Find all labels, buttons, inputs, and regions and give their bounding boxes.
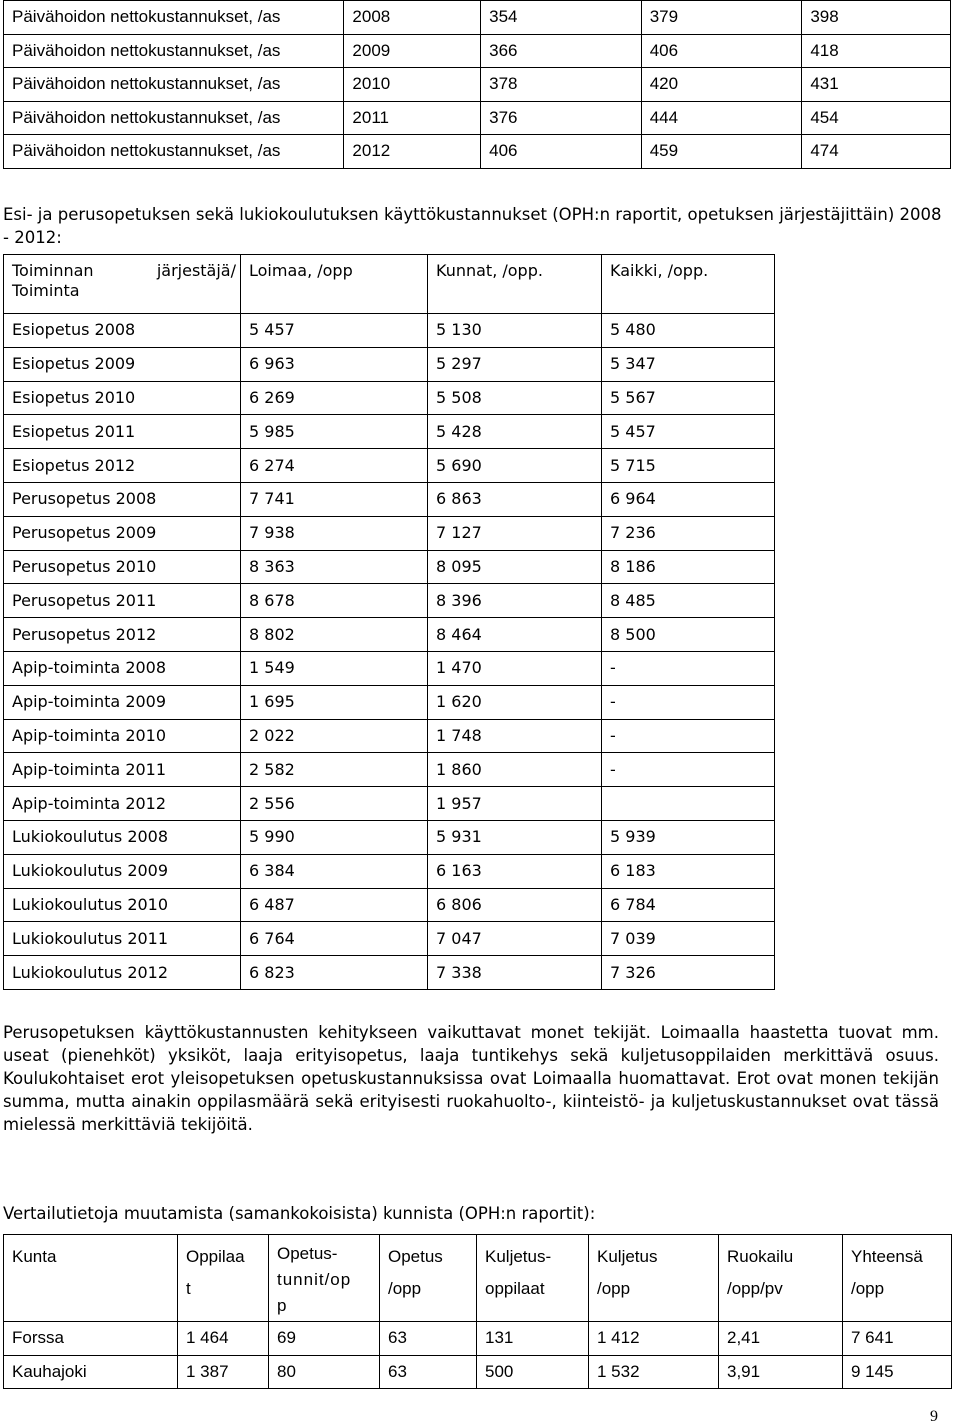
table-row [4,449,775,483]
header-label: tunnit/op [277,1270,352,1289]
table-cell: Päivähoidon nettokustannukset, /as [4,101,344,135]
table-cell: 7 338 [428,956,602,990]
table-cell: Perusopetus 2009 [4,516,241,550]
table-cell: 8 363 [241,550,428,584]
table-row [4,415,775,449]
table-cell: 2,41 [719,1322,843,1356]
table-cell: Apip-toiminta 2009 [4,685,241,719]
header-cell [843,1235,952,1322]
table-row [4,550,775,584]
table-cell: 6 784 [602,888,775,922]
header-label: /opp [597,1279,631,1298]
table-cell: 8 802 [241,618,428,652]
table-cell: 1 620 [428,685,602,719]
table-cell: 131 [477,1322,589,1356]
header-label: t [186,1279,191,1298]
header-label: /opp [851,1279,885,1298]
table-header-row [4,255,775,314]
table-cell: 8 500 [602,618,775,652]
table-cell: 366 [481,34,642,68]
table-cell: - [602,651,775,685]
table-cell: 5 990 [241,820,428,854]
table-cell: Lukiokoulutus 2009 [4,854,241,888]
table-cell: 5 715 [602,449,775,483]
table-cell: 5 457 [241,314,428,348]
table-cell: 5 508 [428,381,602,415]
table-cell: 7 641 [843,1322,952,1356]
table-cell: Lukiokoulutus 2008 [4,820,241,854]
table-cell: - [602,719,775,753]
table-cell: 63 [380,1355,477,1389]
table-cell: 2 556 [241,787,428,821]
page-number: 9 [930,1408,938,1425]
table-cell: 7 127 [428,516,602,550]
table-cell: 1 695 [241,685,428,719]
table-row [4,820,775,854]
table-cell: 6 964 [602,482,775,516]
table-cell: 1 748 [428,719,602,753]
compare-title: Vertailutietoja muutamista (samankokoisista) kunnista (OPH:n raportit): [3,1204,596,1223]
intro-text: Esi- ja perusopetuksen sekä lukiokoulutuksen käyttökustannukset (OPH:n raportit, opetuksen järjestäjittäin) 2008 - 2012: [3,205,942,247]
table-cell: 474 [802,135,951,169]
table-cell: 7 047 [428,922,602,956]
table-cell: Esiopetus 2008 [4,314,241,348]
table-cell: 9 145 [843,1355,952,1389]
table-cell: 2011 [344,101,481,135]
table-row [4,956,775,990]
table-cell: 406 [641,34,802,68]
table-cell: 1 387 [178,1355,269,1389]
header-label: /opp [388,1279,422,1298]
table-cell: 1 412 [589,1322,719,1356]
table-cell: 5 931 [428,820,602,854]
header-cell-kunnat: Kunnat, /opp. [428,255,602,314]
table-row [4,135,951,169]
table-cell: 1 464 [178,1322,269,1356]
header-label: Opetus [388,1247,443,1266]
table-cell: 5 297 [428,347,602,381]
table-cell: 69 [269,1322,380,1356]
header-cell-function [4,255,241,314]
table-cell: Kauhajoki [4,1355,178,1389]
table-cell: Lukiokoulutus 2012 [4,956,241,990]
table-cell: 80 [269,1355,380,1389]
table-cell: Esiopetus 2009 [4,347,241,381]
header-label: Yhteensä [851,1247,923,1266]
table-row [4,888,775,922]
table-cell: 2 582 [241,753,428,787]
table-cell: 1 532 [589,1355,719,1389]
table-cell: 8 678 [241,584,428,618]
table-cell: Lukiokoulutus 2011 [4,922,241,956]
header-cell [477,1235,589,1322]
table-cell: 6 487 [241,888,428,922]
table-cell: Perusopetus 2010 [4,550,241,584]
header-label: Oppilaa [186,1247,245,1266]
table-cell: 6 963 [241,347,428,381]
table-cell: 2010 [344,68,481,102]
table-cell: Päivähoidon nettokustannukset, /as [4,68,344,102]
table-row [4,1,951,35]
table-cell: 6 806 [428,888,602,922]
table-cell: 6 384 [241,854,428,888]
table-cell: 7 741 [241,482,428,516]
table-row [4,753,775,787]
header-cell-kaikki: Kaikki, /opp. [602,255,775,314]
table-cell: Esiopetus 2011 [4,415,241,449]
table-cell: 5 457 [602,415,775,449]
table-cell: Päivähoidon nettokustannukset, /as [4,1,344,35]
table-cell: 63 [380,1322,477,1356]
body-paragraph: Perusopetuksen käyttökustannusten kehitykseen vaikuttavat monet tekijät. Loimaalla haastetta tuovat mm. useat (pienehköt) yksiköt, laaja erityisopetus, laaja tuntikehys sekä kuljetusoppilaiden merkittävä osuus. Koulukohtaiset erot yleisopetuksen opetuskustannuksissa ovat Loimaalla huomattavat. Erot ovat monen tekijän summa, mutta ainakin oppilasmäärä sekä erityisesti ruokahuolto-, kiinteistö- ja kuljetuskustannukset ovat tässä mielessä merkittäviä tekijöitä. [3,1023,939,1134]
table-cell: 5 939 [602,820,775,854]
table-cell: 406 [481,135,642,169]
table-cell: 5 130 [428,314,602,348]
table-cell: 8 485 [602,584,775,618]
table-row [4,922,775,956]
header-cell [269,1235,380,1322]
table-row [4,347,775,381]
header-label: Kuljetus- [485,1247,552,1266]
header-label: Toiminnan [12,261,94,280]
table-cell: 8 095 [428,550,602,584]
table-cell: Apip-toiminta 2008 [4,651,241,685]
table-cell: 379 [641,1,802,35]
header-label: Toiminta [12,281,80,300]
table-cell: 376 [481,101,642,135]
table-row [4,618,775,652]
table-row [4,719,775,753]
table-cell: 5 347 [602,347,775,381]
table-row [4,1322,952,1356]
table-cell: Esiopetus 2012 [4,449,241,483]
table-cell: 418 [802,34,951,68]
header-label: oppilaat [485,1279,545,1298]
table-cell: 3,91 [719,1355,843,1389]
table-cell: 7 039 [602,922,775,956]
table-cell: 431 [802,68,951,102]
table-row [4,787,775,821]
table-row [4,516,775,550]
table-cell: Perusopetus 2011 [4,584,241,618]
table-cell: 6 823 [241,956,428,990]
table-cell: 500 [477,1355,589,1389]
table-cell: 8 464 [428,618,602,652]
table-row [4,685,775,719]
table-row [4,584,775,618]
table-cell: Apip-toiminta 2011 [4,753,241,787]
table-cell: 354 [481,1,642,35]
table-cell: 420 [641,68,802,102]
header-label: Kuljetus [597,1247,658,1266]
table-cell: 7 938 [241,516,428,550]
table-cell: 1 470 [428,651,602,685]
header-cell-loimaa: Loimaa, /opp [241,255,428,314]
table-row [4,34,951,68]
header-cell [4,1235,178,1322]
table-cell: 2012 [344,135,481,169]
table-row [4,101,951,135]
table-cell: 6 764 [241,922,428,956]
header-cell [719,1235,843,1322]
table-row [4,68,951,102]
table-cell: 6 274 [241,449,428,483]
table-cell: 5 567 [602,381,775,415]
operating-costs-table [3,254,775,990]
table-cell: Apip-toiminta 2010 [4,719,241,753]
table-cell: - [602,685,775,719]
table-cell: 454 [802,101,951,135]
header-cell [380,1235,477,1322]
table-row [4,1355,952,1389]
table-cell: Apip-toiminta 2012 [4,787,241,821]
header-cell [178,1235,269,1322]
table-row [4,381,775,415]
table-cell: 5 985 [241,415,428,449]
header-label: Ruokailu [727,1247,794,1266]
table-cell: 459 [641,135,802,169]
table-header-row [4,1235,952,1322]
table-cell: 1 860 [428,753,602,787]
table-cell: 7 236 [602,516,775,550]
table-cell: 5 428 [428,415,602,449]
table-cell [602,787,775,821]
table-cell: Päivähoidon nettokustannukset, /as [4,135,344,169]
header-label: Opetus- [277,1244,338,1263]
table-cell: 5 690 [428,449,602,483]
table-cell: 2 022 [241,719,428,753]
table-cell: 1 957 [428,787,602,821]
table-cell: 5 480 [602,314,775,348]
municipality-comparison-table [3,1234,952,1389]
table-cell: 6 163 [428,854,602,888]
header-label: p [277,1296,287,1315]
header-label: /opp/pv [727,1279,783,1298]
table-cell: 8 186 [602,550,775,584]
table-row [4,651,775,685]
table-cell: 6 183 [602,854,775,888]
table-cell: 6 863 [428,482,602,516]
daycare-costs-table [3,0,951,169]
table-cell: - [602,753,775,787]
table-cell: 2009 [344,34,481,68]
header-label: Kunta [12,1247,57,1266]
header-label: järjestäjä/ [156,261,236,280]
table-cell: Esiopetus 2010 [4,381,241,415]
table-cell: Forssa [4,1322,178,1356]
table-cell: Lukiokoulutus 2010 [4,888,241,922]
table-cell: 2008 [344,1,481,35]
table-cell: 1 549 [241,651,428,685]
table-row [4,314,775,348]
table-row [4,482,775,516]
table-cell: 8 396 [428,584,602,618]
table-cell: 6 269 [241,381,428,415]
table-cell: Perusopetus 2012 [4,618,241,652]
table-cell: 398 [802,1,951,35]
table-cell: 444 [641,101,802,135]
table-cell: 7 326 [602,956,775,990]
table-cell: Päivähoidon nettokustannukset, /as [4,34,344,68]
header-cell [589,1235,719,1322]
table-row [4,854,775,888]
table-cell: Perusopetus 2008 [4,482,241,516]
table-cell: 378 [481,68,642,102]
